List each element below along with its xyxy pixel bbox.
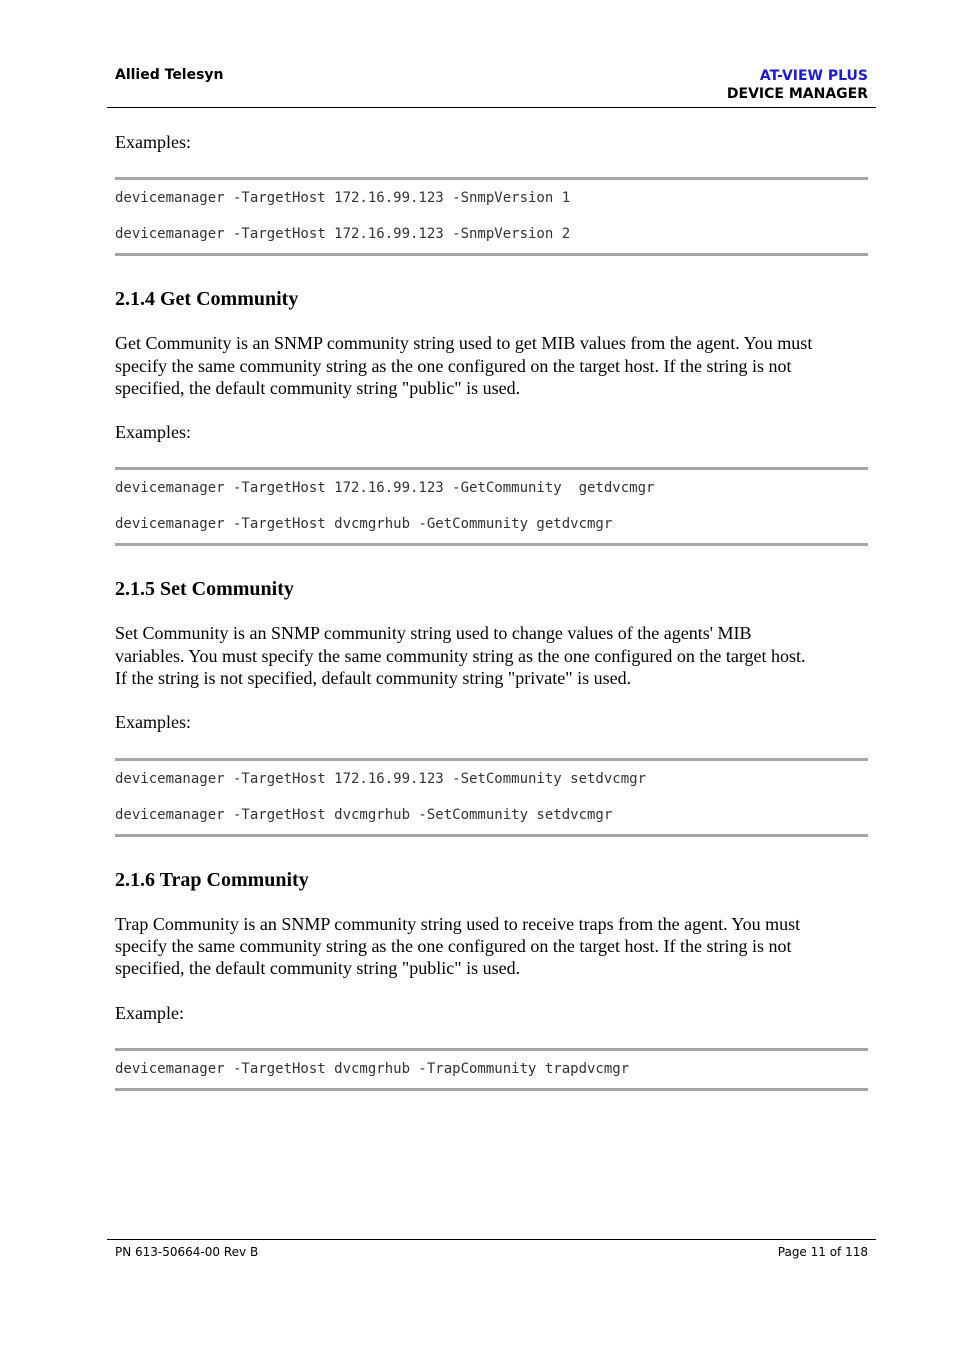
examples-label: Examples:: [115, 712, 191, 733]
code-line: devicemanager -TargetHost 172.16.99.123 -SnmpVersion 2: [115, 226, 571, 243]
paragraph-line: specified, the default community string "public" is used.: [115, 958, 521, 979]
header-title-block: [727, 67, 868, 103]
code-line: devicemanager -TargetHost dvcmgrhub -GetCommunity getdvcmgr: [115, 516, 613, 533]
examples-label: Examples:: [115, 422, 191, 443]
paragraph-line: Get Community is an SNMP community string used to get MIB values from the agent. You must: [115, 333, 813, 354]
examples-label: Examples:: [115, 132, 191, 152]
paragraph-line: If the string is not specified, default community string "private" is used.: [115, 668, 632, 689]
code-block: [115, 758, 868, 837]
code-block: [115, 177, 868, 256]
footer-page-number: Page 11 of 118: [777, 1245, 868, 1259]
paragraph-line: variables. You must specify the same community string as the one configured on the target host.: [115, 645, 806, 666]
paragraph-line: specified, the default community string "public" is used.: [115, 377, 521, 398]
paragraph-line: Set Community is an SNMP community string used to change values of the agents' MIB: [115, 623, 752, 644]
paragraph-line: Trap Community is an SNMP community string used to receive traps from the agent. You must: [115, 913, 801, 934]
code-line: devicemanager -TargetHost 172.16.99.123 -GetCommunity getdvcmgr: [115, 480, 655, 497]
code-line: devicemanager -TargetHost 172.16.99.123 -SetCommunity setdvcmgr: [115, 770, 647, 787]
paragraph-line: specify the same community string as the one configured on the target host. If the string is not: [115, 935, 792, 956]
section-heading-get-community: 2.1.4 Get Community: [115, 288, 299, 311]
header-product: AT-VIEW PLUS: [759, 68, 868, 84]
example-label: Example:: [115, 1002, 184, 1023]
section-paragraph: [115, 622, 868, 689]
section-heading-trap-community: 2.1.6 Trap Community: [115, 868, 309, 891]
code-block: [115, 1048, 868, 1091]
header-rule: [107, 107, 876, 108]
header-subtitle: DEVICE MANAGER: [726, 86, 868, 102]
header-company: Allied Telesyn: [115, 67, 224, 83]
footer-part-number: PN 613-50664-00 Rev B: [115, 1245, 259, 1259]
section-heading-set-community: 2.1.5 Set Community: [115, 578, 294, 601]
footer-rule: [107, 1239, 876, 1240]
document-body: [115, 131, 868, 1091]
section-paragraph: [115, 913, 868, 980]
code-line: devicemanager -TargetHost dvcmgrhub -TrapCommunity trapdvcmgr: [115, 1060, 630, 1077]
code-line: devicemanager -TargetHost dvcmgrhub -SetCommunity setdvcmgr: [115, 806, 613, 823]
code-block: [115, 467, 868, 546]
paragraph-line: specify the same community string as the one configured on the target host. If the string is not: [115, 355, 792, 376]
code-line: devicemanager -TargetHost 172.16.99.123 -SnmpVersion 1: [115, 190, 571, 207]
section-paragraph: [115, 332, 868, 399]
